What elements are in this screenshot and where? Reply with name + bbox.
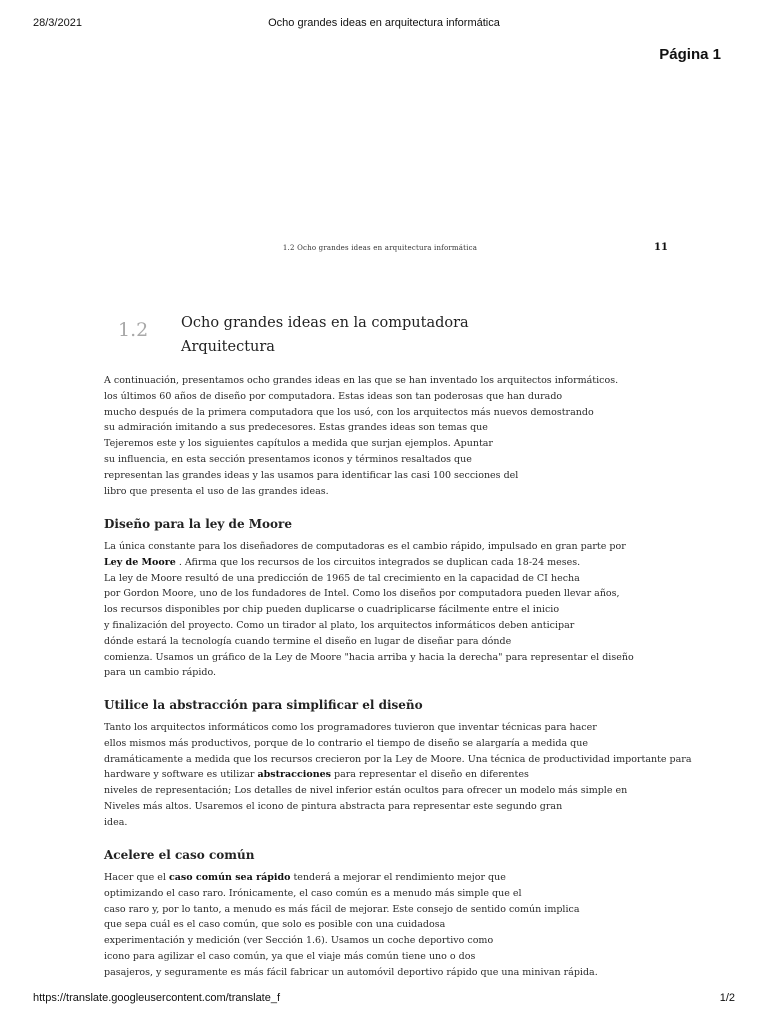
text-line: Tejeremos este y los siguientes capítulos a medida que surjan ejemplos. Apuntar — [104, 438, 493, 450]
heading-common-case: Acelere el caso común — [104, 848, 255, 862]
print-footer-url: https://translate.googleusercontent.com/translate_f — [33, 992, 281, 1004]
term-caso-comun: caso común sea rápido — [168, 872, 291, 883]
text-line: niveles de representación; Los detalles de nivel inferior están ocultos para ofrecer un modelo más simple en — [104, 785, 628, 797]
text-line: libro que presenta el uso de las grandes ideas. — [104, 485, 329, 497]
section-number: 1.2 — [118, 319, 149, 341]
text-line: idea. — [104, 816, 128, 828]
common-case-paragraph — [104, 870, 644, 981]
print-title: Ocho grandes ideas en arquitectura informática — [268, 17, 500, 29]
text-line: que sepa cuál es el caso común, que solo es posible con una cuidadosa — [104, 919, 446, 931]
text-line: icono para agilizar el caso común, ya que el viaje más común tiene uno o dos — [104, 950, 476, 962]
text-line: caso raro y, por lo tanto, a menudo es más fácil de mejorar. Este consejo de sentido común implica — [104, 903, 580, 915]
heading-moore: Diseño para la ley de Moore — [104, 517, 293, 531]
text-line: dónde estará la tecnología cuando termine el diseño en lugar de diseñar para dónde — [104, 635, 512, 647]
text-line: los últimos 60 años de diseño por computadora. Estas ideas son tan poderosas que han durado — [104, 390, 563, 402]
text-line: comienza. Usamos un gráfico de la Ley de Moore "hacia arriba y hacia la derecha" para representar el diseño — [104, 651, 634, 663]
text-line: pasajeros, y seguramente es más fácil fabricar un automóvil deportivo rápido que una minivan rápida. — [104, 966, 598, 978]
text-line: experimentación y medición (ver Sección 1.6). Usamos un coche deportivo como — [104, 935, 494, 947]
term-abstracciones: abstracciones — [257, 769, 331, 781]
text-line: Niveles más altos. Usaremos el icono de pintura abstracta para representar este segundo gran — [104, 800, 563, 812]
text-line — [104, 767, 644, 783]
text-line: ellos mismos más productivos, porque de lo contrario el tiempo de diseño se alargaría a medida que — [104, 737, 588, 749]
print-date: 28/3/2021 — [33, 17, 82, 29]
text-line: mucho después de la primera computadora que los usó, con los arquitectos más nuevos demostrando — [104, 406, 594, 418]
book-page-number: 11 — [654, 242, 668, 253]
heading-abstraction: Utilice la abstracción para simplificar el diseño — [104, 698, 423, 712]
text-line: por Gordon Moore, uno de los fundadores de Intel. Como los diseños por computadora pueden llevar años, — [104, 588, 620, 600]
text-fragment: Hacer que el — [104, 872, 169, 883]
text-line: A continuación, presentamos ocho grandes ideas en las que se han inventado los arquitectos informáticos. — [104, 375, 619, 386]
text-line: La única constante para los diseñadores de computadoras es el cambio rápido, impulsado en gran parte por — [104, 541, 626, 552]
section-title-line: Ocho grandes ideas en la computadora — [181, 315, 469, 331]
text-fragment: . Afirma que los recursos de los circuitos integrados se duplican cada 18-24 meses. — [175, 556, 581, 568]
text-line: La ley de Moore resultó de una predicción de 1965 de tal crecimiento en la capacidad de CI hecha — [104, 572, 580, 584]
moore-paragraph — [104, 539, 644, 681]
text-line: dramáticamente a medida que los recursos crecieron por la Ley de Moore. Una técnica de productividad importante para — [104, 753, 692, 765]
text-fragment: tenderá a mejorar el rendimiento mejor que — [290, 872, 506, 883]
text-line: para un cambio rápido. — [104, 667, 217, 679]
text-line: su influencia, en esta sección presentamos iconos y términos resaltados que — [104, 453, 472, 465]
text-fragment: para representar el diseño en diferentes — [331, 769, 529, 781]
text-line: representan las grandes ideas y las usamos para identificar las casi 100 secciones del — [104, 469, 519, 481]
text-line: y finalización del proyecto. Como un tirador al plato, los arquitectos informáticos deben anticipar — [104, 619, 575, 631]
text-line: optimizando el caso raro. Irónicamente, el caso común es a menudo más simple que el — [104, 887, 522, 899]
section-title-line: Arquitectura — [181, 339, 275, 355]
running-head: 1.2 Ocho grandes ideas en arquitectura informática — [282, 244, 478, 252]
section-title — [181, 311, 469, 359]
text-line: su admiración imitando a sus predecesores. Estas grandes ideas son temas que — [104, 422, 488, 434]
page-label: Página 1 — [659, 46, 721, 63]
term-ley-de-moore: Ley de Moore — [104, 556, 176, 568]
print-footer-page: 1/2 — [719, 992, 735, 1004]
text-line — [104, 870, 644, 886]
text-line: los recursos disponibles por chip pueden duplicarse o cuadriplicarse fácilmente entre el inicio — [104, 604, 560, 616]
text-fragment: hardware y software es utilizar — [104, 769, 258, 781]
text-line: Tanto los arquitectos informáticos como los programadores tuvieron que inventar técnicas para hacer — [104, 722, 597, 733]
text-line — [104, 555, 644, 571]
intro-paragraph — [104, 373, 644, 499]
abstraction-paragraph — [104, 720, 692, 831]
